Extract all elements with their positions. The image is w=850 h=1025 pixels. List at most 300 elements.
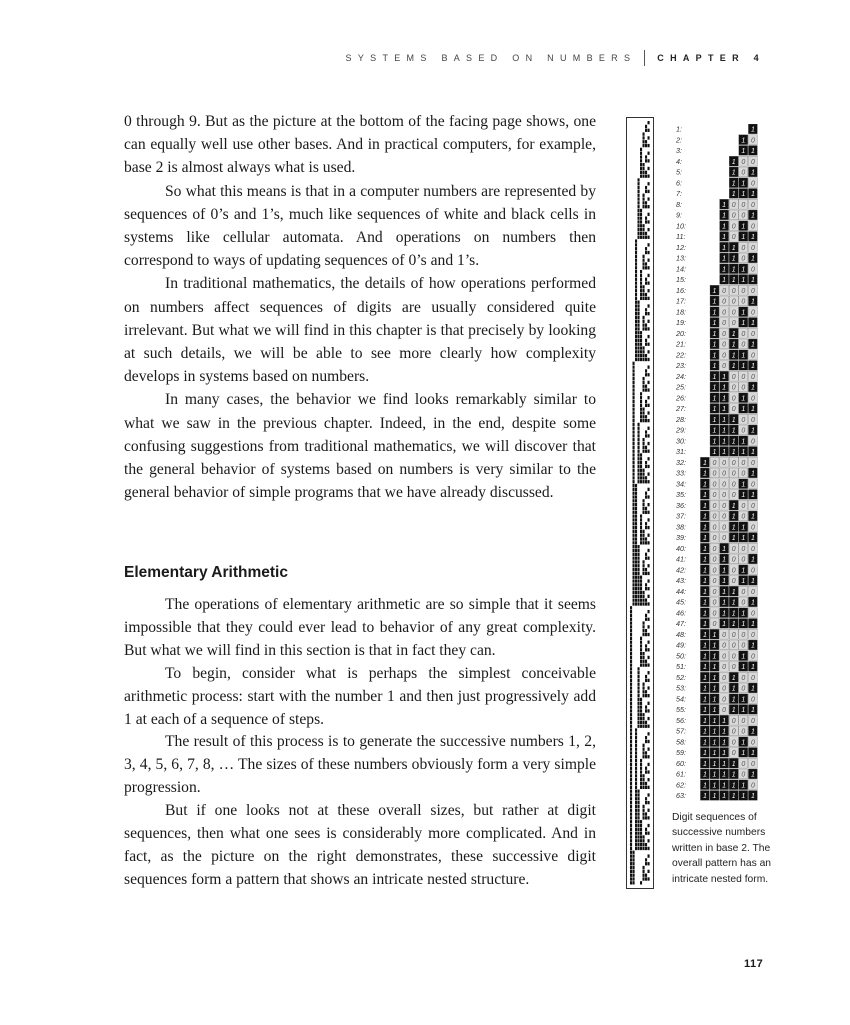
overview-cell bbox=[640, 354, 642, 357]
overview-cell bbox=[645, 434, 647, 437]
overview-cell bbox=[638, 671, 640, 674]
overview-cell bbox=[635, 847, 637, 850]
overview-cell bbox=[633, 492, 635, 495]
overview-cell bbox=[630, 881, 632, 884]
overview-cell bbox=[640, 514, 642, 517]
overview-cell bbox=[643, 812, 645, 815]
digit-text: 1 bbox=[741, 309, 746, 317]
overview-cell bbox=[645, 568, 647, 571]
overview-cell bbox=[645, 675, 647, 678]
row-number-label: 25: bbox=[676, 382, 686, 392]
digit-text: 1 bbox=[702, 707, 707, 715]
overview-cell bbox=[630, 736, 632, 739]
digit-text: 1 bbox=[731, 524, 736, 532]
overview-cell bbox=[645, 663, 647, 666]
digit-text: 1 bbox=[722, 223, 727, 231]
overview-cell bbox=[648, 365, 650, 368]
overview-cell bbox=[640, 847, 642, 850]
overview-cell bbox=[633, 373, 635, 376]
paragraph: 0 through 9. But as the picture at the bottom of the facing page shows, one can equally well use other bases. And in practical computers, for example, base 2 is almost always what is used. bbox=[124, 113, 596, 177]
overview-cell bbox=[635, 308, 637, 311]
digit-text: 0 bbox=[741, 255, 746, 263]
overview-cell bbox=[640, 155, 642, 158]
digit-text: 0 bbox=[712, 513, 717, 521]
overview-cell bbox=[640, 465, 642, 468]
overview-cell bbox=[633, 434, 635, 437]
digit-text: 1 bbox=[712, 771, 717, 779]
digit-text: 0 bbox=[731, 750, 736, 758]
row-number-label: 61: bbox=[676, 769, 686, 779]
digit-text: 0 bbox=[722, 363, 727, 371]
overview-cell bbox=[633, 507, 635, 510]
digit-text: 1 bbox=[731, 277, 736, 285]
row-number-label: 35: bbox=[676, 490, 686, 499]
overview-cell bbox=[630, 660, 632, 663]
overview-cell bbox=[640, 774, 642, 777]
overview-cell bbox=[633, 545, 635, 548]
overview-cell bbox=[635, 495, 637, 498]
overview-cell bbox=[645, 492, 647, 495]
digit-text: 1 bbox=[741, 137, 746, 145]
overview-cell bbox=[648, 358, 650, 361]
digit-text: 0 bbox=[731, 459, 736, 467]
overview-cell bbox=[648, 442, 650, 445]
digit-text: 1 bbox=[741, 492, 746, 500]
digit-text: 0 bbox=[722, 492, 727, 500]
overview-cell bbox=[640, 591, 642, 594]
overview-cell bbox=[640, 331, 642, 334]
digit-text: 0 bbox=[741, 416, 746, 424]
overview-cell bbox=[638, 709, 640, 712]
row-number-label: 60: bbox=[676, 758, 686, 768]
overview-cell bbox=[643, 346, 645, 349]
overview-cell bbox=[630, 858, 632, 861]
overview-cell bbox=[630, 805, 632, 808]
digit-text: 1 bbox=[712, 384, 717, 392]
overview-cell bbox=[645, 480, 647, 483]
digit-text: 1 bbox=[712, 739, 717, 747]
row-number-label: 7: bbox=[676, 189, 682, 198]
digit-text: 1 bbox=[750, 685, 755, 693]
overview-cell bbox=[648, 129, 650, 132]
overview-cell bbox=[643, 568, 645, 571]
digit-text: 1 bbox=[712, 395, 717, 403]
overview-cell bbox=[648, 686, 650, 689]
digit-text: 0 bbox=[750, 244, 755, 252]
overview-cell bbox=[648, 457, 650, 460]
overview-cell bbox=[648, 663, 650, 666]
overview-cell bbox=[645, 755, 647, 758]
digit-text: 0 bbox=[722, 320, 727, 328]
digit-text: 1 bbox=[750, 320, 755, 328]
overview-cell bbox=[638, 713, 640, 716]
overview-cell bbox=[638, 197, 640, 200]
overview-cell bbox=[633, 442, 635, 445]
overview-cell bbox=[645, 247, 647, 250]
overview-cell bbox=[635, 591, 637, 594]
binary-overview-pattern bbox=[630, 121, 650, 885]
overview-cell bbox=[643, 751, 645, 754]
row-number-label: 58: bbox=[676, 737, 686, 747]
digit-text: 0 bbox=[750, 158, 755, 166]
row-number-label: 55: bbox=[676, 705, 686, 714]
digit-text: 0 bbox=[712, 459, 717, 467]
digit-text: 1 bbox=[731, 685, 736, 693]
digit-text: 1 bbox=[741, 750, 746, 758]
digit-text: 0 bbox=[750, 696, 755, 704]
paragraph: The operations of elementary arithmetic are so simple that it seems impossible that they could ever lead to behavior of any great complexity. But what we will find in this section is that in fact they can. bbox=[124, 596, 596, 659]
overview-cell bbox=[645, 190, 647, 193]
overview-cell bbox=[645, 171, 647, 174]
digit-text: 0 bbox=[731, 320, 736, 328]
digit-text: 1 bbox=[741, 567, 746, 575]
overview-cell bbox=[635, 778, 637, 781]
overview-cell bbox=[648, 870, 650, 873]
digit-text: 0 bbox=[731, 556, 736, 564]
overview-cell bbox=[635, 736, 637, 739]
overview-cell bbox=[643, 874, 645, 877]
digit-text: 1 bbox=[741, 739, 746, 747]
overview-cell bbox=[645, 874, 647, 877]
digit-text: 1 bbox=[750, 793, 755, 801]
digit-text: 1 bbox=[731, 513, 736, 521]
overview-cell bbox=[645, 786, 647, 789]
overview-cell bbox=[645, 587, 647, 590]
digit-text: 1 bbox=[722, 201, 727, 209]
row-number-label: 53: bbox=[676, 683, 686, 693]
digit-text: 1 bbox=[741, 481, 746, 489]
overview-cell bbox=[633, 461, 635, 464]
overview-cell bbox=[645, 140, 647, 143]
digit-text: 0 bbox=[731, 470, 736, 478]
digit-text: 1 bbox=[731, 352, 736, 360]
overview-cell bbox=[633, 530, 635, 533]
paragraph: The result of this process is to generate the successive numbers 1, 2, 3, 4, 5, 6, 7, 8, … The sizes of these numbers obviously form a very simple progression. bbox=[124, 733, 596, 797]
header-chapter: CHAPTER 4 bbox=[657, 53, 765, 63]
overview-cell bbox=[643, 572, 645, 575]
overview-cell bbox=[635, 786, 637, 789]
overview-cell bbox=[640, 759, 642, 762]
digit-text: 1 bbox=[741, 363, 746, 371]
overview-cell bbox=[643, 171, 645, 174]
overview-cell bbox=[643, 503, 645, 506]
digit-text: 0 bbox=[731, 395, 736, 403]
digit-text: 1 bbox=[741, 449, 746, 457]
overview-cell bbox=[633, 438, 635, 441]
overview-cell bbox=[648, 251, 650, 254]
overview-cell bbox=[640, 782, 642, 785]
overview-cell bbox=[630, 656, 632, 659]
overview-cell bbox=[630, 782, 632, 785]
digit-text: 0 bbox=[750, 223, 755, 231]
row-number-label: 5: bbox=[676, 167, 682, 177]
digit-text: 1 bbox=[702, 631, 707, 639]
overview-cell bbox=[635, 327, 637, 330]
overview-cell bbox=[648, 197, 650, 200]
overview-cell bbox=[638, 579, 640, 582]
digit-text: 0 bbox=[750, 180, 755, 188]
overview-cell bbox=[640, 174, 642, 177]
overview-cell bbox=[643, 197, 645, 200]
digit-text: 1 bbox=[722, 277, 727, 285]
overview-cell bbox=[638, 832, 640, 835]
overview-cell bbox=[635, 751, 637, 754]
overview-cell bbox=[633, 572, 635, 575]
overview-cell bbox=[633, 503, 635, 506]
overview-cell bbox=[643, 690, 645, 693]
digit-text: 1 bbox=[741, 782, 746, 790]
digit-text: 1 bbox=[712, 728, 717, 736]
overview-cell bbox=[638, 450, 640, 453]
overview-cell bbox=[638, 686, 640, 689]
overview-cell bbox=[648, 602, 650, 605]
overview-cell bbox=[645, 770, 647, 773]
overview-cell bbox=[640, 415, 642, 418]
overview-cell bbox=[640, 778, 642, 781]
row-number-label: 9: bbox=[676, 210, 682, 220]
overview-cell bbox=[645, 155, 647, 158]
overview-cell bbox=[643, 136, 645, 139]
overview-cell bbox=[640, 526, 642, 529]
paragraph: So what this means is that in a computer numbers are represented by sequences of 0’s and 1’s, much like sequences of white and black cells in systems like cellular automata. And operations on numbers then correspond to ways of updating sequences of 0’s and 1’s. bbox=[124, 182, 596, 270]
row-number-label: 62: bbox=[676, 780, 686, 790]
digit-text: 1 bbox=[750, 234, 755, 242]
overview-cell bbox=[640, 339, 642, 342]
overview-cell bbox=[635, 755, 637, 758]
row-number-label: 1: bbox=[676, 124, 682, 134]
overview-cell bbox=[645, 461, 647, 464]
overview-cell bbox=[648, 174, 650, 177]
overview-cell bbox=[648, 121, 650, 124]
row-number-label: 57: bbox=[676, 726, 686, 736]
overview-cell bbox=[635, 266, 637, 269]
row-number-label: 20: bbox=[676, 328, 686, 338]
digit-text: 0 bbox=[722, 685, 727, 693]
digit-text: 0 bbox=[712, 524, 717, 532]
digit-text: 0 bbox=[731, 481, 736, 489]
row-number-label: 4: bbox=[676, 156, 682, 166]
overview-cell bbox=[633, 385, 635, 388]
overview-cell bbox=[640, 350, 642, 353]
overview-cell bbox=[635, 747, 637, 750]
digit-text: 0 bbox=[741, 760, 746, 768]
overview-cell bbox=[638, 675, 640, 678]
header-divider bbox=[644, 50, 645, 66]
overview-cell bbox=[643, 747, 645, 750]
overview-cell bbox=[648, 259, 650, 262]
overview-cell bbox=[645, 450, 647, 453]
overview-cell bbox=[643, 877, 645, 880]
digit-text: 0 bbox=[750, 137, 755, 145]
overview-cell bbox=[640, 224, 642, 227]
overview-cell bbox=[638, 343, 640, 346]
row-number-label: 2: bbox=[676, 135, 682, 145]
digit-text: 1 bbox=[702, 578, 707, 586]
row-number-label: 59: bbox=[676, 748, 686, 757]
overview-cell bbox=[645, 465, 647, 468]
overview-cell bbox=[640, 408, 642, 411]
digit-text: 1 bbox=[702, 556, 707, 564]
overview-cell bbox=[638, 178, 640, 181]
digit-text: 1 bbox=[741, 578, 746, 586]
overview-cell bbox=[640, 281, 642, 284]
row-number-label: 27: bbox=[676, 404, 686, 413]
overview-cell bbox=[635, 514, 637, 517]
digit-text: 1 bbox=[702, 750, 707, 758]
overview-cell bbox=[638, 465, 640, 468]
overview-cell bbox=[633, 469, 635, 472]
overview-cell bbox=[633, 400, 635, 403]
digit-text: 1 bbox=[702, 599, 707, 607]
overview-cell bbox=[643, 419, 645, 422]
overview-cell bbox=[643, 163, 645, 166]
overview-cell bbox=[648, 717, 650, 720]
digit-text: 1 bbox=[722, 373, 727, 381]
overview-cell bbox=[640, 278, 642, 281]
overview-cell bbox=[630, 713, 632, 716]
paragraph: In traditional mathematics, the details of how operations performed on numbers affect sequences of digits are usually considered quite irrelevant. But what we will find in this chapter is that precisely by looking at such details, we will be able to see more clearly how complexity develops in systems based on numbers. bbox=[124, 275, 596, 386]
overview-cell bbox=[643, 621, 645, 624]
overview-cell bbox=[643, 385, 645, 388]
overview-cell bbox=[638, 545, 640, 548]
overview-cell bbox=[643, 236, 645, 239]
overview-cell bbox=[638, 591, 640, 594]
digit-text: 0 bbox=[750, 395, 755, 403]
overview-cell bbox=[640, 824, 642, 827]
overview-cell bbox=[633, 862, 635, 865]
overview-cell bbox=[638, 683, 640, 686]
digit-text: 0 bbox=[731, 545, 736, 553]
row-number-label: 18: bbox=[676, 307, 686, 317]
overview-cell bbox=[643, 778, 645, 781]
overview-cell bbox=[635, 281, 637, 284]
digit-text: 0 bbox=[722, 513, 727, 521]
digit-text: 1 bbox=[741, 438, 746, 446]
overview-cell bbox=[640, 396, 642, 399]
overview-cell bbox=[638, 209, 640, 212]
overview-cell bbox=[633, 453, 635, 456]
overview-cell bbox=[640, 453, 642, 456]
digit-text: 0 bbox=[750, 782, 755, 790]
overview-cell bbox=[643, 629, 645, 632]
overview-cell bbox=[630, 721, 632, 724]
digit-text: 0 bbox=[722, 631, 727, 639]
overview-cell bbox=[640, 835, 642, 838]
overview-cell bbox=[640, 820, 642, 823]
overview-cell bbox=[638, 702, 640, 705]
overview-cell bbox=[648, 770, 650, 773]
overview-cell bbox=[640, 576, 642, 579]
digit-text: 1 bbox=[712, 373, 717, 381]
digit-text: 0 bbox=[722, 642, 727, 650]
digit-text: 1 bbox=[722, 567, 727, 575]
digit-text: 1 bbox=[712, 330, 717, 338]
row-number-label: 10: bbox=[676, 221, 686, 231]
row-number-label: 13: bbox=[676, 253, 686, 263]
overview-cell bbox=[643, 327, 645, 330]
digit-text: 1 bbox=[750, 363, 755, 371]
overview-cell bbox=[633, 514, 635, 517]
overview-cell bbox=[648, 877, 650, 880]
overview-cell bbox=[640, 220, 642, 223]
overview-cell bbox=[635, 740, 637, 743]
overview-cell bbox=[638, 790, 640, 793]
overview-cell bbox=[635, 759, 637, 762]
overview-cell bbox=[648, 564, 650, 567]
overview-cell bbox=[638, 472, 640, 475]
overview-cell bbox=[643, 564, 645, 567]
overview-cell bbox=[648, 534, 650, 537]
digit-text: 1 bbox=[722, 234, 727, 242]
overview-cell bbox=[640, 828, 642, 831]
overview-cell bbox=[640, 469, 642, 472]
overview-cell bbox=[638, 346, 640, 349]
overview-cell bbox=[645, 232, 647, 235]
digit-text: 1 bbox=[741, 535, 746, 543]
row-number-label: 46: bbox=[676, 608, 686, 618]
digit-text: 1 bbox=[741, 664, 746, 672]
overview-cell bbox=[648, 144, 650, 147]
row-number-label: 22: bbox=[676, 350, 686, 360]
overview-cell bbox=[638, 446, 640, 449]
digit-text: 0 bbox=[731, 492, 736, 500]
overview-cell bbox=[633, 365, 635, 368]
overview-cell bbox=[645, 862, 647, 865]
overview-cell bbox=[635, 790, 637, 793]
overview-cell bbox=[635, 499, 637, 502]
overview-cell bbox=[645, 205, 647, 208]
overview-cell bbox=[643, 140, 645, 143]
overview-cell bbox=[638, 442, 640, 445]
digit-text: 0 bbox=[750, 287, 755, 295]
overview-cell bbox=[635, 346, 637, 349]
overview-cell bbox=[638, 350, 640, 353]
digit-text: 0 bbox=[722, 696, 727, 704]
overview-cell bbox=[640, 702, 642, 705]
overview-cell bbox=[648, 396, 650, 399]
overview-cell bbox=[645, 572, 647, 575]
overview-cell bbox=[633, 583, 635, 586]
digit-text: 0 bbox=[750, 717, 755, 725]
digit-text: 1 bbox=[741, 610, 746, 618]
overview-cell bbox=[638, 217, 640, 220]
overview-cell bbox=[643, 663, 645, 666]
digit-text: 1 bbox=[731, 416, 736, 424]
overview-cell bbox=[645, 801, 647, 804]
row-number-label: 51: bbox=[676, 662, 686, 671]
overview-cell bbox=[640, 297, 642, 300]
overview-cell bbox=[633, 541, 635, 544]
digit-text: 1 bbox=[750, 169, 755, 177]
digit-text: 1 bbox=[750, 384, 755, 392]
digit-text: 1 bbox=[750, 771, 755, 779]
overview-cell bbox=[635, 488, 637, 491]
overview-cell bbox=[648, 488, 650, 491]
overview-cell bbox=[648, 297, 650, 300]
digit-text: 1 bbox=[750, 578, 755, 586]
overview-cell bbox=[640, 476, 642, 479]
overview-cell bbox=[635, 289, 637, 292]
overview-cell bbox=[635, 285, 637, 288]
overview-cell bbox=[643, 713, 645, 716]
overview-cell bbox=[630, 870, 632, 873]
overview-cell bbox=[635, 774, 637, 777]
overview-cell bbox=[645, 709, 647, 712]
digit-text: 0 bbox=[722, 674, 727, 682]
digit-text: 1 bbox=[702, 717, 707, 725]
overview-cell bbox=[638, 213, 640, 216]
overview-cell bbox=[648, 434, 650, 437]
